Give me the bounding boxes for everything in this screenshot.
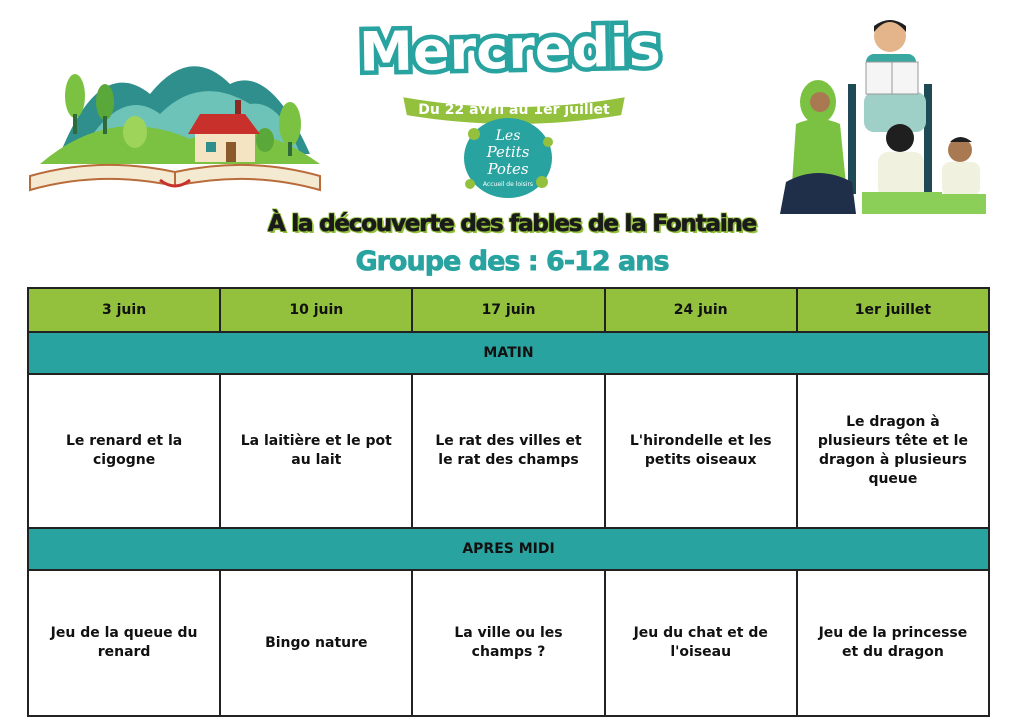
section-label: APRES MIDI [462, 541, 555, 557]
date-cell: 3 juin [29, 289, 221, 331]
open-book-landscape-icon [20, 44, 330, 194]
activity-cell: Le rat des villes et le rat des champs [413, 375, 605, 527]
activity-cell: Le renard et la cigogne [29, 375, 221, 527]
date-cell: 10 juin [221, 289, 413, 331]
date-header-row [29, 289, 988, 333]
page-title [340, 10, 680, 92]
activity-cell: Jeu de la queue du renard [29, 571, 221, 715]
date-cell: 24 juin [606, 289, 798, 331]
date-cell: 17 juin [413, 289, 605, 331]
activity-cell: L'hirondelle et les petits oiseaux [606, 375, 798, 527]
logo-line-2: Petits [486, 143, 530, 161]
logo-tagline: Accueil de loisirs [482, 181, 534, 188]
activity-cell: Jeu de la princesse et du dragon [818, 625, 968, 660]
section-label: MATIN [483, 345, 534, 361]
storytelling-kids-icon [766, 14, 992, 224]
date-range-text: Du 22 avril au 1er juillet [418, 102, 610, 118]
activity-cell: Le dragon à plusieurs tête et le dragon à plusieurs queue [817, 414, 968, 487]
schedule-table [27, 287, 990, 717]
date-cell: 1er juillet [854, 301, 932, 318]
activity-cell: Jeu du chat et de l'oiseau [606, 571, 798, 715]
les-petits-potes-logo [452, 112, 564, 208]
activity-row-afternoon [29, 571, 988, 715]
section-band-afternoon [29, 529, 988, 571]
theme-heading: À la découverte des fables de la Fontaine [267, 211, 757, 237]
activity-cell: La ville ou les champs ? [413, 571, 605, 715]
title-text: Mercredis [358, 15, 662, 84]
logo-line-3: Potes [487, 160, 529, 178]
activity-row-morning [29, 375, 988, 529]
activity-cell: Bingo nature [221, 571, 413, 715]
section-band-morning [29, 333, 988, 375]
activity-cell: La laitière et le pot au lait [221, 375, 413, 527]
logo-line-1: Les [495, 128, 521, 144]
age-group-label: Groupe des : 6-12 ans [355, 246, 669, 277]
